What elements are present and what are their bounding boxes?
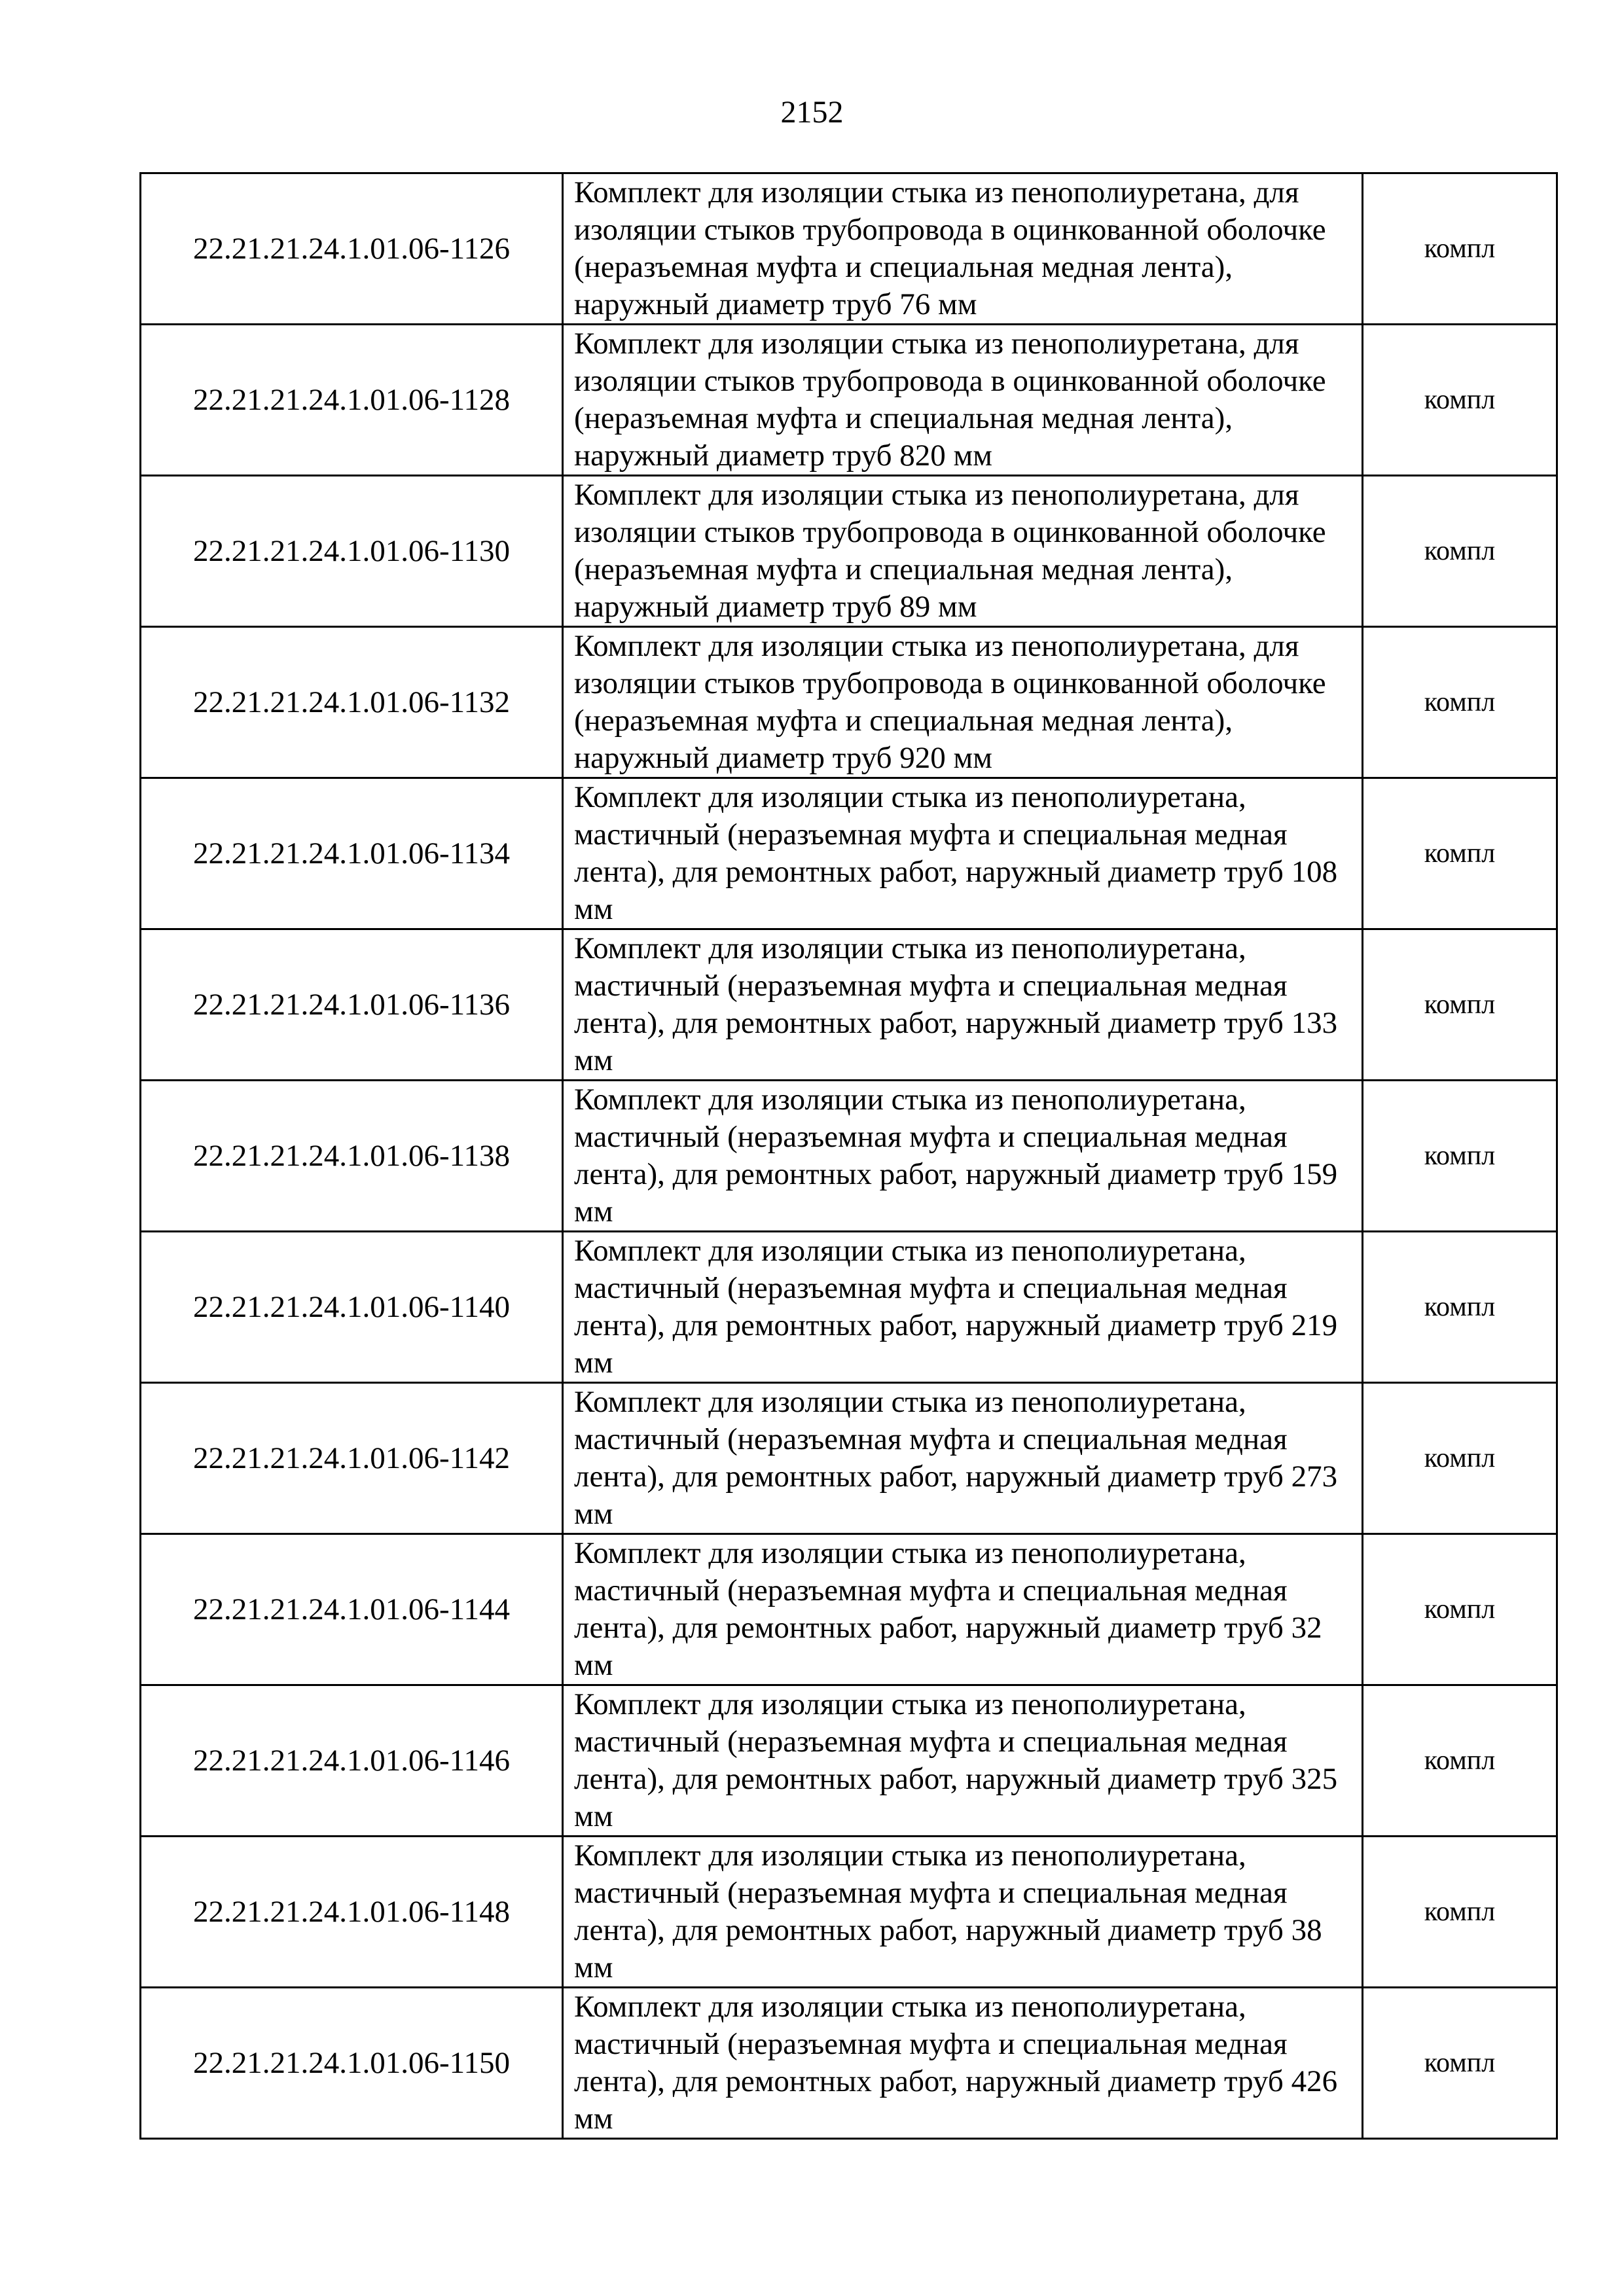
table-row (141, 1534, 1557, 1685)
resource-code: 22.21.21.24.1.01.06-1144 (141, 1534, 563, 1685)
table-row (141, 1837, 1557, 1988)
resource-code: 22.21.21.24.1.01.06-1150 (141, 1988, 563, 2139)
resource-description: Комплект для изоляции стыка из пенополиуретана, для изоляции стыков трубопровода в оцинкованной оболочке (неразъемная муфта и специальная медная лента), наружный диаметр труб 89 мм (563, 476, 1363, 627)
table-row (141, 778, 1557, 929)
resource-description: Комплект для изоляции стыка из пенополиуретана, для изоляции стыков трубопровода в оцинкованной оболочке (неразъемная муфта и специальная медная лента), наружный диаметр труб 820 мм (563, 325, 1363, 476)
page-number: 2152 (780, 95, 844, 130)
table-row (141, 627, 1557, 778)
table-row (141, 476, 1557, 627)
unit-of-measure: компл (1363, 778, 1557, 929)
resource-code: 22.21.21.24.1.01.06-1136 (141, 929, 563, 1081)
table-row (141, 1081, 1557, 1232)
unit-of-measure: компл (1363, 1383, 1557, 1534)
unit-of-measure: компл (1363, 627, 1557, 778)
resource-code: 22.21.21.24.1.01.06-1140 (141, 1232, 563, 1383)
materials-table-body (141, 173, 1557, 2139)
resource-description: Комплект для изоляции стыка из пенополиуретана, мастичный (неразъемная муфта и специальная медная лента), для ремонтных работ, наружный диаметр труб 108 мм (563, 778, 1363, 929)
unit-of-measure: компл (1363, 1988, 1557, 2139)
unit-of-measure: компл (1363, 1534, 1557, 1685)
table-row (141, 173, 1557, 325)
unit-of-measure: компл (1363, 1081, 1557, 1232)
resource-code: 22.21.21.24.1.01.06-1138 (141, 1081, 563, 1232)
resource-description: Комплект для изоляции стыка из пенополиуретана, мастичный (неразъемная муфта и специальная медная лента), для ремонтных работ, наружный диаметр труб 219 мм (563, 1232, 1363, 1383)
resource-description: Комплект для изоляции стыка из пенополиуретана, для изоляции стыков трубопровода в оцинкованной оболочке (неразъемная муфта и специальная медная лента), наружный диаметр труб 76 мм (563, 173, 1363, 325)
resource-description: Комплект для изоляции стыка из пенополиуретана, для изоляции стыков трубопровода в оцинкованной оболочке (неразъемная муфта и специальная медная лента), наружный диаметр труб 920 мм (563, 627, 1363, 778)
unit-of-measure: компл (1363, 1232, 1557, 1383)
unit-of-measure: компл (1363, 929, 1557, 1081)
resource-description: Комплект для изоляции стыка из пенополиуретана, мастичный (неразъемная муфта и специальная медная лента), для ремонтных работ, наружный диаметр труб 32 мм (563, 1534, 1363, 1685)
unit-of-measure: компл (1363, 476, 1557, 627)
table-row (141, 1988, 1557, 2139)
resource-code: 22.21.21.24.1.01.06-1134 (141, 778, 563, 929)
resource-code: 22.21.21.24.1.01.06-1126 (141, 173, 563, 325)
unit-of-measure: компл (1363, 173, 1557, 325)
resource-description: Комплект для изоляции стыка из пенополиуретана, мастичный (неразъемная муфта и специальная медная лента), для ремонтных работ, наружный диаметр труб 133 мм (563, 929, 1363, 1081)
table-row (141, 1685, 1557, 1837)
table-row (141, 325, 1557, 476)
table-row (141, 1232, 1557, 1383)
materials-table (139, 172, 1558, 2140)
resource-description: Комплект для изоляции стыка из пенополиуретана, мастичный (неразъемная муфта и специальная медная лента), для ремонтных работ, наружный диаметр труб 159 мм (563, 1081, 1363, 1232)
resource-description: Комплект для изоляции стыка из пенополиуретана, мастичный (неразъемная муфта и специальная медная лента), для ремонтных работ, наружный диаметр труб 273 мм (563, 1383, 1363, 1534)
resource-code: 22.21.21.24.1.01.06-1132 (141, 627, 563, 778)
resource-description: Комплект для изоляции стыка из пенополиуретана, мастичный (неразъемная муфта и специальная медная лента), для ремонтных работ, наружный диаметр труб 325 мм (563, 1685, 1363, 1837)
unit-of-measure: компл (1363, 325, 1557, 476)
table-row (141, 1383, 1557, 1534)
table-row (141, 929, 1557, 1081)
resource-code: 22.21.21.24.1.01.06-1148 (141, 1837, 563, 1988)
resource-code: 22.21.21.24.1.01.06-1146 (141, 1685, 563, 1837)
resource-code: 22.21.21.24.1.01.06-1142 (141, 1383, 563, 1534)
resource-description: Комплект для изоляции стыка из пенополиуретана, мастичный (неразъемная муфта и специальная медная лента), для ремонтных работ, наружный диаметр труб 426 мм (563, 1988, 1363, 2139)
resource-code: 22.21.21.24.1.01.06-1128 (141, 325, 563, 476)
resource-description: Комплект для изоляции стыка из пенополиуретана, мастичный (неразъемная муфта и специальная медная лента), для ремонтных работ, наружный диаметр труб 38 мм (563, 1837, 1363, 1988)
unit-of-measure: компл (1363, 1685, 1557, 1837)
unit-of-measure: компл (1363, 1837, 1557, 1988)
resource-code: 22.21.21.24.1.01.06-1130 (141, 476, 563, 627)
